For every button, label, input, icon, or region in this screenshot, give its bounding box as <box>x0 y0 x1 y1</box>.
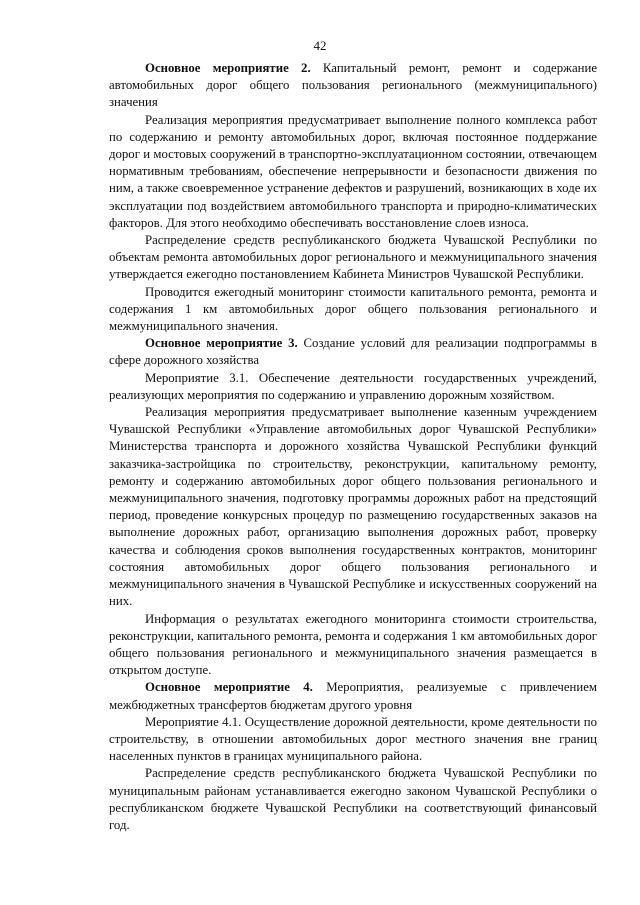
paragraph-heading: Основное мероприятие 3. <box>145 336 298 351</box>
paragraph-11 <box>109 765 597 834</box>
paragraph-text: Распределение средств республиканского бюджета Чувашской Республики по объектам ремонта автомобильных дорог регионального и межмуниципального значения утверждается ежегодно постановлением Кабинета Министров Чувашской Республики. <box>109 233 597 282</box>
paragraph-10 <box>109 714 597 766</box>
paragraph-6 <box>109 370 597 404</box>
paragraph-text: Проводится ежегодный мониторинг стоимости капитального ремонта, ремонта и содержания 1 км автомобильных дорог общего пользования регионального и межмуниципального значения. <box>109 284 597 334</box>
paragraph-4 <box>109 284 597 336</box>
paragraph-9 <box>109 679 597 713</box>
paragraph-1 <box>109 60 597 112</box>
page-number: 42 <box>313 38 327 53</box>
paragraph-text: Информация о результатах ежегодного мониторинга стоимости строительства, реконструкции, капитального ремонта, ремонта и содержания 1 км автомобильных дорог общего пользования регионального и межмуниципального значения размещается в открытом доступе. <box>109 611 597 678</box>
paragraph-text: Мероприятия, реализуемые с привлечением межбюджетных трансфертов бюджетам другого уровня <box>109 680 598 712</box>
paragraph-text: Реализация мероприятия предусматривает выполнение полного комплекса работ по содержанию и ремонту автомобильных дорог, включая постоянное поддержание дорог и мостовых сооружений в транспортно-эксплуатационном состоянии, отвечающем нормативным требованиям, обеспечение непрерывности и безопасности движения по ним, а также своевременное устранение дефектов и разрушений, возникающих в ходе их эксплуатации под воздействием автомобильного транспорта и природно-климатических факторов. Для этого необходимо обеспечивать восстановление слоев износа. <box>109 112 597 230</box>
paragraph-text: Реализация мероприятия предусматривает выполнение казенным учреждением Чувашской Республики «Управление автомобильных дорог Чувашской Республики» Министерства транспорта и дорожного хозяйства Чувашской Республики функций заказчика-застройщика по строительству, реконструкции, капитальному ремонту, ремонту и содержанию автомобильных дорог общего пользования регионального и межмуниципального значения, подготовку программы дорожных работ на предстоящий период, проведение конкурсных процедур по размещению государственных заказов на выполнение дорожных работ, организацию выполнения дорожных работ, проверку качества и соблюдения сроков выполнения государственных контрактов, мониторинг состояния автомобильных дорог общего пользования регионального и межмуниципального значения в Чувашской Республике и искусственных сооружений на них. <box>109 405 597 609</box>
paragraph-heading: Основное мероприятие 2. <box>145 61 311 75</box>
paragraph-text: Мероприятие 3.1. Обеспечение деятельности государственных учреждений, реализующих мероприятия по содержанию и управлению дорожным хозяйством. <box>109 370 597 402</box>
paragraph-text: Создание условий для реализации подпрограммы в сфере дорожного хозяйства <box>109 336 597 368</box>
paragraph-2 <box>109 112 597 232</box>
paragraph-7 <box>109 404 597 610</box>
paragraph-text: Распределение средств республиканского бюджета Чувашской Республики по муниципальным районам устанавливается ежегодно законом Чувашской Республики о республиканском бюджете Чувашской Республики на соответствующий финансовый год. <box>109 766 597 832</box>
paragraph-text: Мероприятие 4.1. Осуществление дорожной деятельности, кроме деятельности по строительству, в отношении автомобильных дорог местного значения вне границ населенных пунктов в границах муниципального района. <box>109 714 597 764</box>
paragraph-3 <box>109 232 597 284</box>
document-body <box>109 60 597 834</box>
paragraph-heading: Основное мероприятие 4. <box>145 680 313 695</box>
paragraph-8 <box>109 611 597 680</box>
paragraph-text: Капитальный ремонт, ремонт и содержание автомобильных дорог общего пользования регионального (межмуниципального) значения <box>109 61 597 110</box>
paragraph-5 <box>109 335 597 369</box>
